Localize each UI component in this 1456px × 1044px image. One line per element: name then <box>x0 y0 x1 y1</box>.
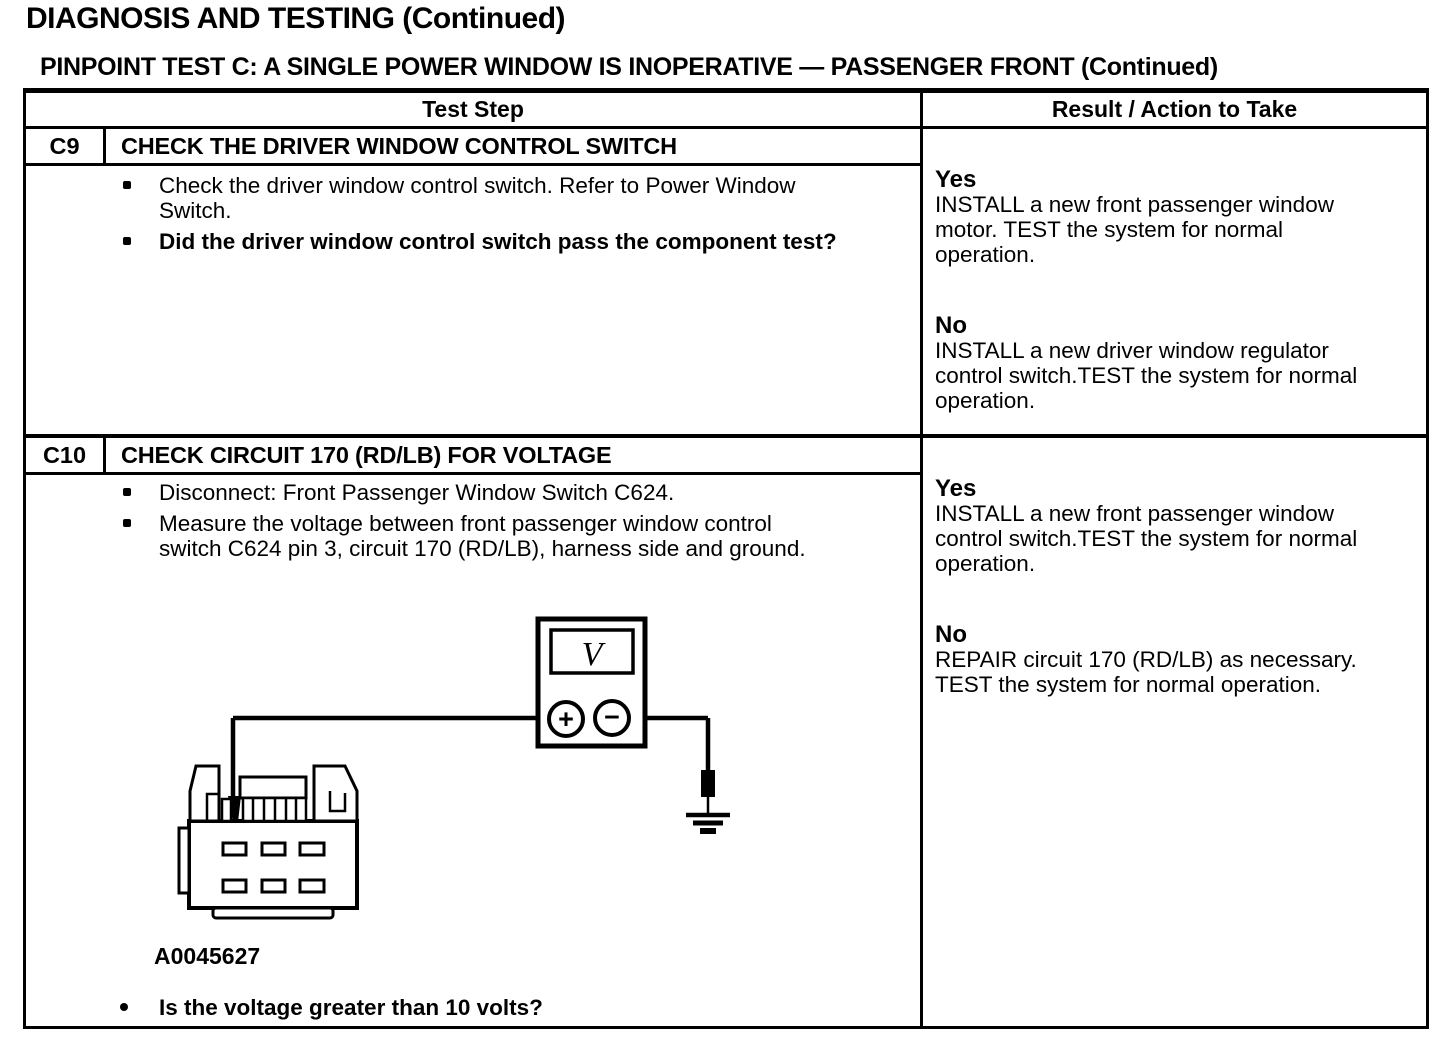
result-answer: No <box>935 312 967 339</box>
pin-slot-6 <box>300 880 324 892</box>
c9-result-cell <box>923 129 1426 434</box>
list-item <box>123 511 920 561</box>
c10-result-cell <box>923 438 1426 1026</box>
table-header-row <box>26 93 1426 129</box>
result-no <box>935 313 1414 413</box>
result-no <box>935 622 1414 697</box>
result-yes <box>935 476 1414 576</box>
result-answer: Yes <box>935 166 977 193</box>
c9-step-content <box>26 166 920 434</box>
c9-step-id: C9 <box>26 129 106 163</box>
test-row-c9 <box>26 129 1426 434</box>
bullet-icon <box>123 488 131 496</box>
pin-slot-4 <box>223 880 246 892</box>
c10-step-title: CHECK CIRCUIT 170 (RD/LB) FOR VOLTAGE <box>121 441 612 468</box>
c9-step-title: CHECK THE DRIVER WINDOW CONTROL SWITCH <box>121 132 677 159</box>
list-item <box>123 173 920 223</box>
connector-c624 <box>179 766 357 918</box>
result-action: REPAIR circuit 170 (RD/LB) as necessary. TEST the system for normal operation. <box>935 647 1357 697</box>
list-item <box>123 480 920 505</box>
bullet-text: Did the driver window control switch pass the component test? <box>159 229 837 254</box>
test-row-c10 <box>26 434 1426 1026</box>
result-answer: No <box>935 621 967 648</box>
c10-step-band <box>26 438 920 475</box>
negative-terminal-label: − <box>604 702 620 732</box>
bullet-text: Check the driver window control switch. Refer to Power Window Switch. <box>159 173 796 223</box>
ground-lead <box>686 770 730 831</box>
ground-icon <box>686 815 730 831</box>
connector-side-tab <box>179 828 189 893</box>
negative-probe-icon <box>701 770 715 797</box>
bullet-icon <box>123 237 131 245</box>
bullet-icon <box>123 181 131 189</box>
page-title: DIAGNOSIS AND TESTING (Continued) <box>26 2 566 35</box>
list-item <box>123 229 920 254</box>
result-action: INSTALL a new driver window regulator control switch.TEST the system for normal operation. <box>935 338 1358 413</box>
pin-slot-1 <box>223 843 246 855</box>
c9-step-band <box>26 129 920 166</box>
connector-bottom-lip <box>213 908 333 918</box>
voltmeter <box>538 619 645 746</box>
bullet-icon <box>120 1003 128 1011</box>
pinpoint-test-title: PINPOINT TEST C: A SINGLE POWER WINDOW IS INOPERATIVE — PASSENGER FRONT (Continued) <box>40 53 1218 81</box>
result-answer: Yes <box>935 475 977 502</box>
col-header-test-step: Test Step <box>26 93 923 126</box>
connector-latch <box>190 766 357 821</box>
c10-test-step-cell <box>26 438 923 1026</box>
c9-bullet-list <box>26 173 920 254</box>
bullet-icon <box>123 519 131 527</box>
result-action: INSTALL a new front passenger window control switch.TEST the system for normal operation. <box>935 501 1358 576</box>
c10-step-id: C10 <box>26 438 106 472</box>
positive-terminal-label: + <box>558 704 574 734</box>
bullet-text: Measure the voltage between front passenger window control switch C624 pin 3, circuit 170 (RD/LB), harness side and ground. <box>159 511 806 561</box>
circuit-diagram <box>126 596 806 976</box>
result-yes <box>935 167 1414 267</box>
figure-label: A0045627 <box>154 943 261 969</box>
c10-step-content <box>26 475 920 1026</box>
pin-slot-2 <box>262 843 285 855</box>
question-text: Is the voltage greater than 10 volts? <box>159 995 543 1020</box>
c10-bullet-list <box>26 480 920 561</box>
bullet-text: Disconnect: Front Passenger Window Switch C624. <box>159 480 675 505</box>
pin-slot-3 <box>300 843 324 855</box>
result-action: INSTALL a new front passenger window motor. TEST the system for normal operation. <box>935 192 1334 267</box>
col-header-result: Result / Action to Take <box>1051 96 1298 122</box>
voltmeter-display-label: V <box>581 636 603 673</box>
list-item-question <box>120 995 543 1020</box>
pin-slot-5 <box>262 880 285 892</box>
c9-test-step-cell <box>26 129 923 434</box>
pinpoint-test-table <box>23 88 1429 1029</box>
connector-body <box>189 821 357 908</box>
